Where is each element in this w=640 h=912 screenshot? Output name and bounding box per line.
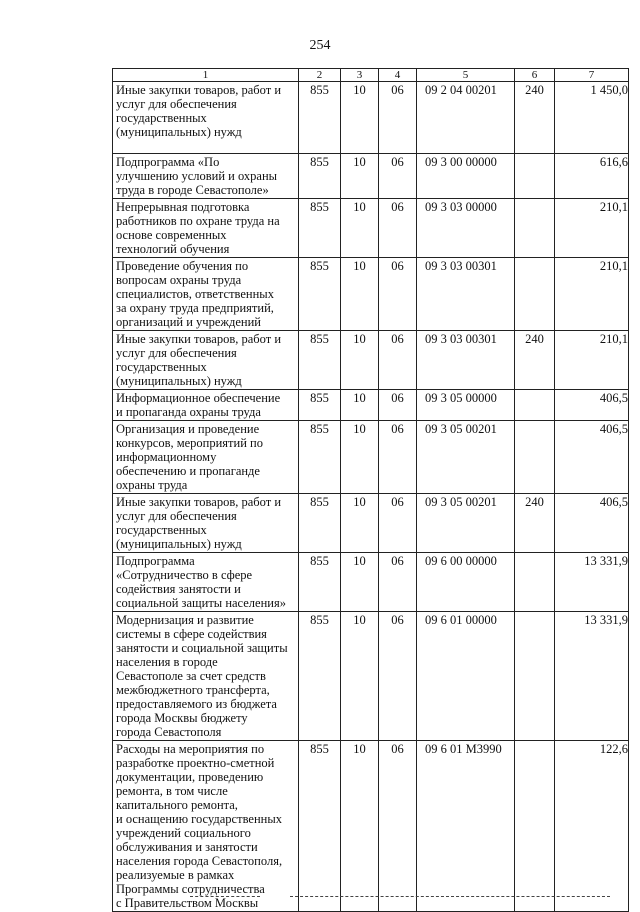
row-name-line: конкурсов, мероприятий по: [116, 436, 263, 450]
row-sum-cell: 13 331,9: [555, 612, 629, 741]
row-name-line: города Севастополя: [116, 725, 222, 739]
row-name-line: (муниципальных) нужд: [116, 125, 242, 139]
row-sum-cell: 406,5: [555, 494, 629, 553]
row-name-line: специалистов, ответственных: [116, 287, 274, 301]
row-name-line: Проведение обучения по: [116, 259, 249, 273]
row-pr-cell: 06: [379, 553, 417, 612]
row-name-line: услуг для обеспечения: [116, 346, 237, 360]
row-ved-cell: 855: [299, 390, 341, 421]
row-name-line: и пропаганда охраны труда: [116, 405, 261, 419]
table-row: [113, 494, 629, 553]
row-name-line: занятости и социальной защиты: [116, 641, 288, 655]
header-col-5: 5: [417, 69, 515, 82]
row-vr-cell: [515, 199, 555, 258]
row-name-line: Иные закупки товаров, работ и: [116, 332, 282, 346]
row-name-line: Подпрограмма: [116, 554, 195, 568]
row-pr-cell: 06: [379, 154, 417, 199]
row-vr-cell: [515, 258, 555, 331]
row-name-cell: [113, 421, 299, 494]
row-name-line: предоставляемого из бюджета: [116, 697, 277, 711]
row-pr-cell: 06: [379, 494, 417, 553]
row-rz-cell: 10: [341, 612, 379, 741]
row-name-line: города Москвы бюджету: [116, 711, 248, 725]
row-rz-cell: 10: [341, 553, 379, 612]
row-name-line: межбюджетного трансферта,: [116, 683, 270, 697]
row-rz-cell: 10: [341, 154, 379, 199]
header-col-3: 3: [341, 69, 379, 82]
row-sum-cell: 406,5: [555, 421, 629, 494]
row-pr-cell: 06: [379, 331, 417, 390]
row-name-line: содействия занятости и: [116, 582, 241, 596]
row-name-line: системы в сфере содействия: [116, 627, 267, 641]
row-name-line: государственных: [116, 523, 207, 537]
header-col-2: 2: [299, 69, 341, 82]
row-name-line: улучшению условий и охраны: [116, 169, 278, 183]
table-row: [113, 199, 629, 258]
row-name-line: Севастополе за счет средств: [116, 669, 266, 683]
row-name-line: Иные закупки товаров, работ и: [116, 495, 282, 509]
row-pr-cell: 06: [379, 390, 417, 421]
row-ved-cell: 855: [299, 258, 341, 331]
row-sum-cell: 210,1: [555, 258, 629, 331]
row-sum-cell: 210,1: [555, 331, 629, 390]
row-name-line: обслуживания и занятости: [116, 840, 258, 854]
table-row: [113, 154, 629, 199]
row-name-line: капитального ремонта,: [116, 798, 238, 812]
row-name-line: социальной защиты населения»: [116, 596, 286, 610]
row-name-line: населения в городе: [116, 655, 218, 669]
row-ved-cell: 855: [299, 741, 341, 912]
row-name-cell: [113, 390, 299, 421]
row-vr-cell: [515, 390, 555, 421]
row-name-cell: [113, 612, 299, 741]
row-csr-cell: 09 6 00 00000: [417, 553, 515, 612]
table-row: [113, 741, 629, 912]
budget-table: [112, 68, 629, 912]
row-rz-cell: 10: [341, 421, 379, 494]
row-sum-cell: 122,6: [555, 741, 629, 912]
row-rz-cell: 10: [341, 258, 379, 331]
row-name-line: информационному: [116, 450, 217, 464]
row-name-line: Непрерывная подготовка: [116, 200, 250, 214]
row-name-line: Модернизация и развитие: [116, 613, 254, 627]
row-pr-cell: 06: [379, 421, 417, 494]
row-csr-cell: 09 3 05 00201: [417, 494, 515, 553]
table-row: [113, 421, 629, 494]
row-name-line: и оснащению государственных: [116, 812, 282, 826]
row-rz-cell: 10: [341, 494, 379, 553]
row-vr-cell: 240: [515, 331, 555, 390]
row-name-line: Программы сотрудничества: [116, 882, 265, 896]
row-ved-cell: 855: [299, 421, 341, 494]
header-col-1: 1: [113, 69, 299, 82]
row-name-cell: [113, 199, 299, 258]
row-name-line: государственных: [116, 360, 207, 374]
row-vr-cell: [515, 741, 555, 912]
row-name-line: государственных: [116, 111, 207, 125]
row-csr-cell: 09 3 03 00000: [417, 199, 515, 258]
header-col-7: 7: [555, 69, 629, 82]
row-sum-cell: 13 331,9: [555, 553, 629, 612]
header-col-4: 4: [379, 69, 417, 82]
row-ved-cell: 855: [299, 494, 341, 553]
row-name-cell: [113, 154, 299, 199]
row-name-line: охраны труда: [116, 478, 188, 492]
row-pr-cell: 06: [379, 199, 417, 258]
row-name-line: организаций и учреждений: [116, 315, 261, 329]
row-name-cell: [113, 331, 299, 390]
row-name-cell: [113, 553, 299, 612]
footer-divider-left: [190, 896, 260, 897]
row-csr-cell: 09 3 05 00000: [417, 390, 515, 421]
row-csr-cell: 09 3 05 00201: [417, 421, 515, 494]
row-name-cell: [113, 494, 299, 553]
row-name-line: «Сотрудничество в сфере: [116, 568, 253, 582]
page-number: 254: [309, 38, 331, 53]
row-name-line: обеспечению и пропаганде: [116, 464, 260, 478]
row-ved-cell: 855: [299, 331, 341, 390]
row-sum-cell: 616,6: [555, 154, 629, 199]
row-vr-cell: [515, 612, 555, 741]
table-body: [113, 82, 629, 912]
row-name-line: с Правительством Москвы: [116, 896, 259, 910]
footer-divider: [290, 896, 610, 897]
row-name-cell: [113, 82, 299, 154]
row-name-line: основе современных: [116, 228, 227, 242]
row-rz-cell: 10: [341, 741, 379, 912]
row-sum-cell: 210,1: [555, 199, 629, 258]
row-csr-cell: 09 6 01 M3990: [417, 741, 515, 912]
row-ved-cell: 855: [299, 199, 341, 258]
row-name-cell: [113, 741, 299, 912]
row-vr-cell: 240: [515, 494, 555, 553]
table-row: [113, 553, 629, 612]
row-name-line: реализуемые в рамках: [116, 868, 235, 882]
row-name-line: ремонта, в том числе: [116, 784, 228, 798]
row-name-line: разработке проектно-сметной: [116, 756, 275, 770]
row-csr-cell: 09 2 04 00201: [417, 82, 515, 154]
row-ved-cell: 855: [299, 154, 341, 199]
row-name-line: Расходы на мероприятия по: [116, 742, 265, 756]
row-name-line: технологий обучения: [116, 242, 230, 256]
row-pr-cell: 06: [379, 258, 417, 331]
row-name-line: документации, проведению: [116, 770, 264, 784]
row-name-line: (муниципальных) нужд: [116, 537, 242, 551]
row-name-cell: [113, 258, 299, 331]
row-vr-cell: [515, 553, 555, 612]
row-name-line: услуг для обеспечения: [116, 97, 237, 111]
row-csr-cell: 09 3 03 00301: [417, 258, 515, 331]
table-row: [113, 82, 629, 154]
row-csr-cell: 09 3 03 00301: [417, 331, 515, 390]
table-row: [113, 612, 629, 741]
row-vr-cell: [515, 154, 555, 199]
row-name-line: населения города Севастополя,: [116, 854, 283, 868]
row-pr-cell: 06: [379, 741, 417, 912]
row-name-line: учреждений социального: [116, 826, 251, 840]
row-csr-cell: 09 3 00 00000: [417, 154, 515, 199]
row-ved-cell: 855: [299, 82, 341, 154]
table-row: [113, 258, 629, 331]
row-name-line: за охрану труда предприятий,: [116, 301, 274, 315]
table-header-row: [113, 69, 629, 82]
row-sum-cell: 406,5: [555, 390, 629, 421]
row-pr-cell: 06: [379, 612, 417, 741]
row-ved-cell: 855: [299, 553, 341, 612]
row-vr-cell: 240: [515, 82, 555, 154]
row-name-line: работников по охране труда на: [116, 214, 280, 228]
row-name-line: труда в городе Севастополе»: [116, 183, 269, 197]
row-rz-cell: 10: [341, 331, 379, 390]
row-name-line: Организация и проведение: [116, 422, 260, 436]
table-row: [113, 390, 629, 421]
row-name-line: вопросам охраны труда: [116, 273, 242, 287]
row-rz-cell: 10: [341, 82, 379, 154]
table-row: [113, 331, 629, 390]
row-csr-cell: 09 6 01 00000: [417, 612, 515, 741]
row-sum-cell: 1 450,0: [555, 82, 629, 154]
row-rz-cell: 10: [341, 390, 379, 421]
row-vr-cell: [515, 421, 555, 494]
row-name-line: услуг для обеспечения: [116, 509, 237, 523]
row-name-line: (муниципальных) нужд: [116, 374, 242, 388]
row-ved-cell: 855: [299, 612, 341, 741]
row-rz-cell: 10: [341, 199, 379, 258]
row-name-line: Информационное обеспечение: [116, 391, 281, 405]
row-pr-cell: 06: [379, 82, 417, 154]
row-name-line: Подпрограмма «По: [116, 155, 220, 169]
header-col-6: 6: [515, 69, 555, 82]
row-name-line: Иные закупки товаров, работ и: [116, 83, 282, 97]
